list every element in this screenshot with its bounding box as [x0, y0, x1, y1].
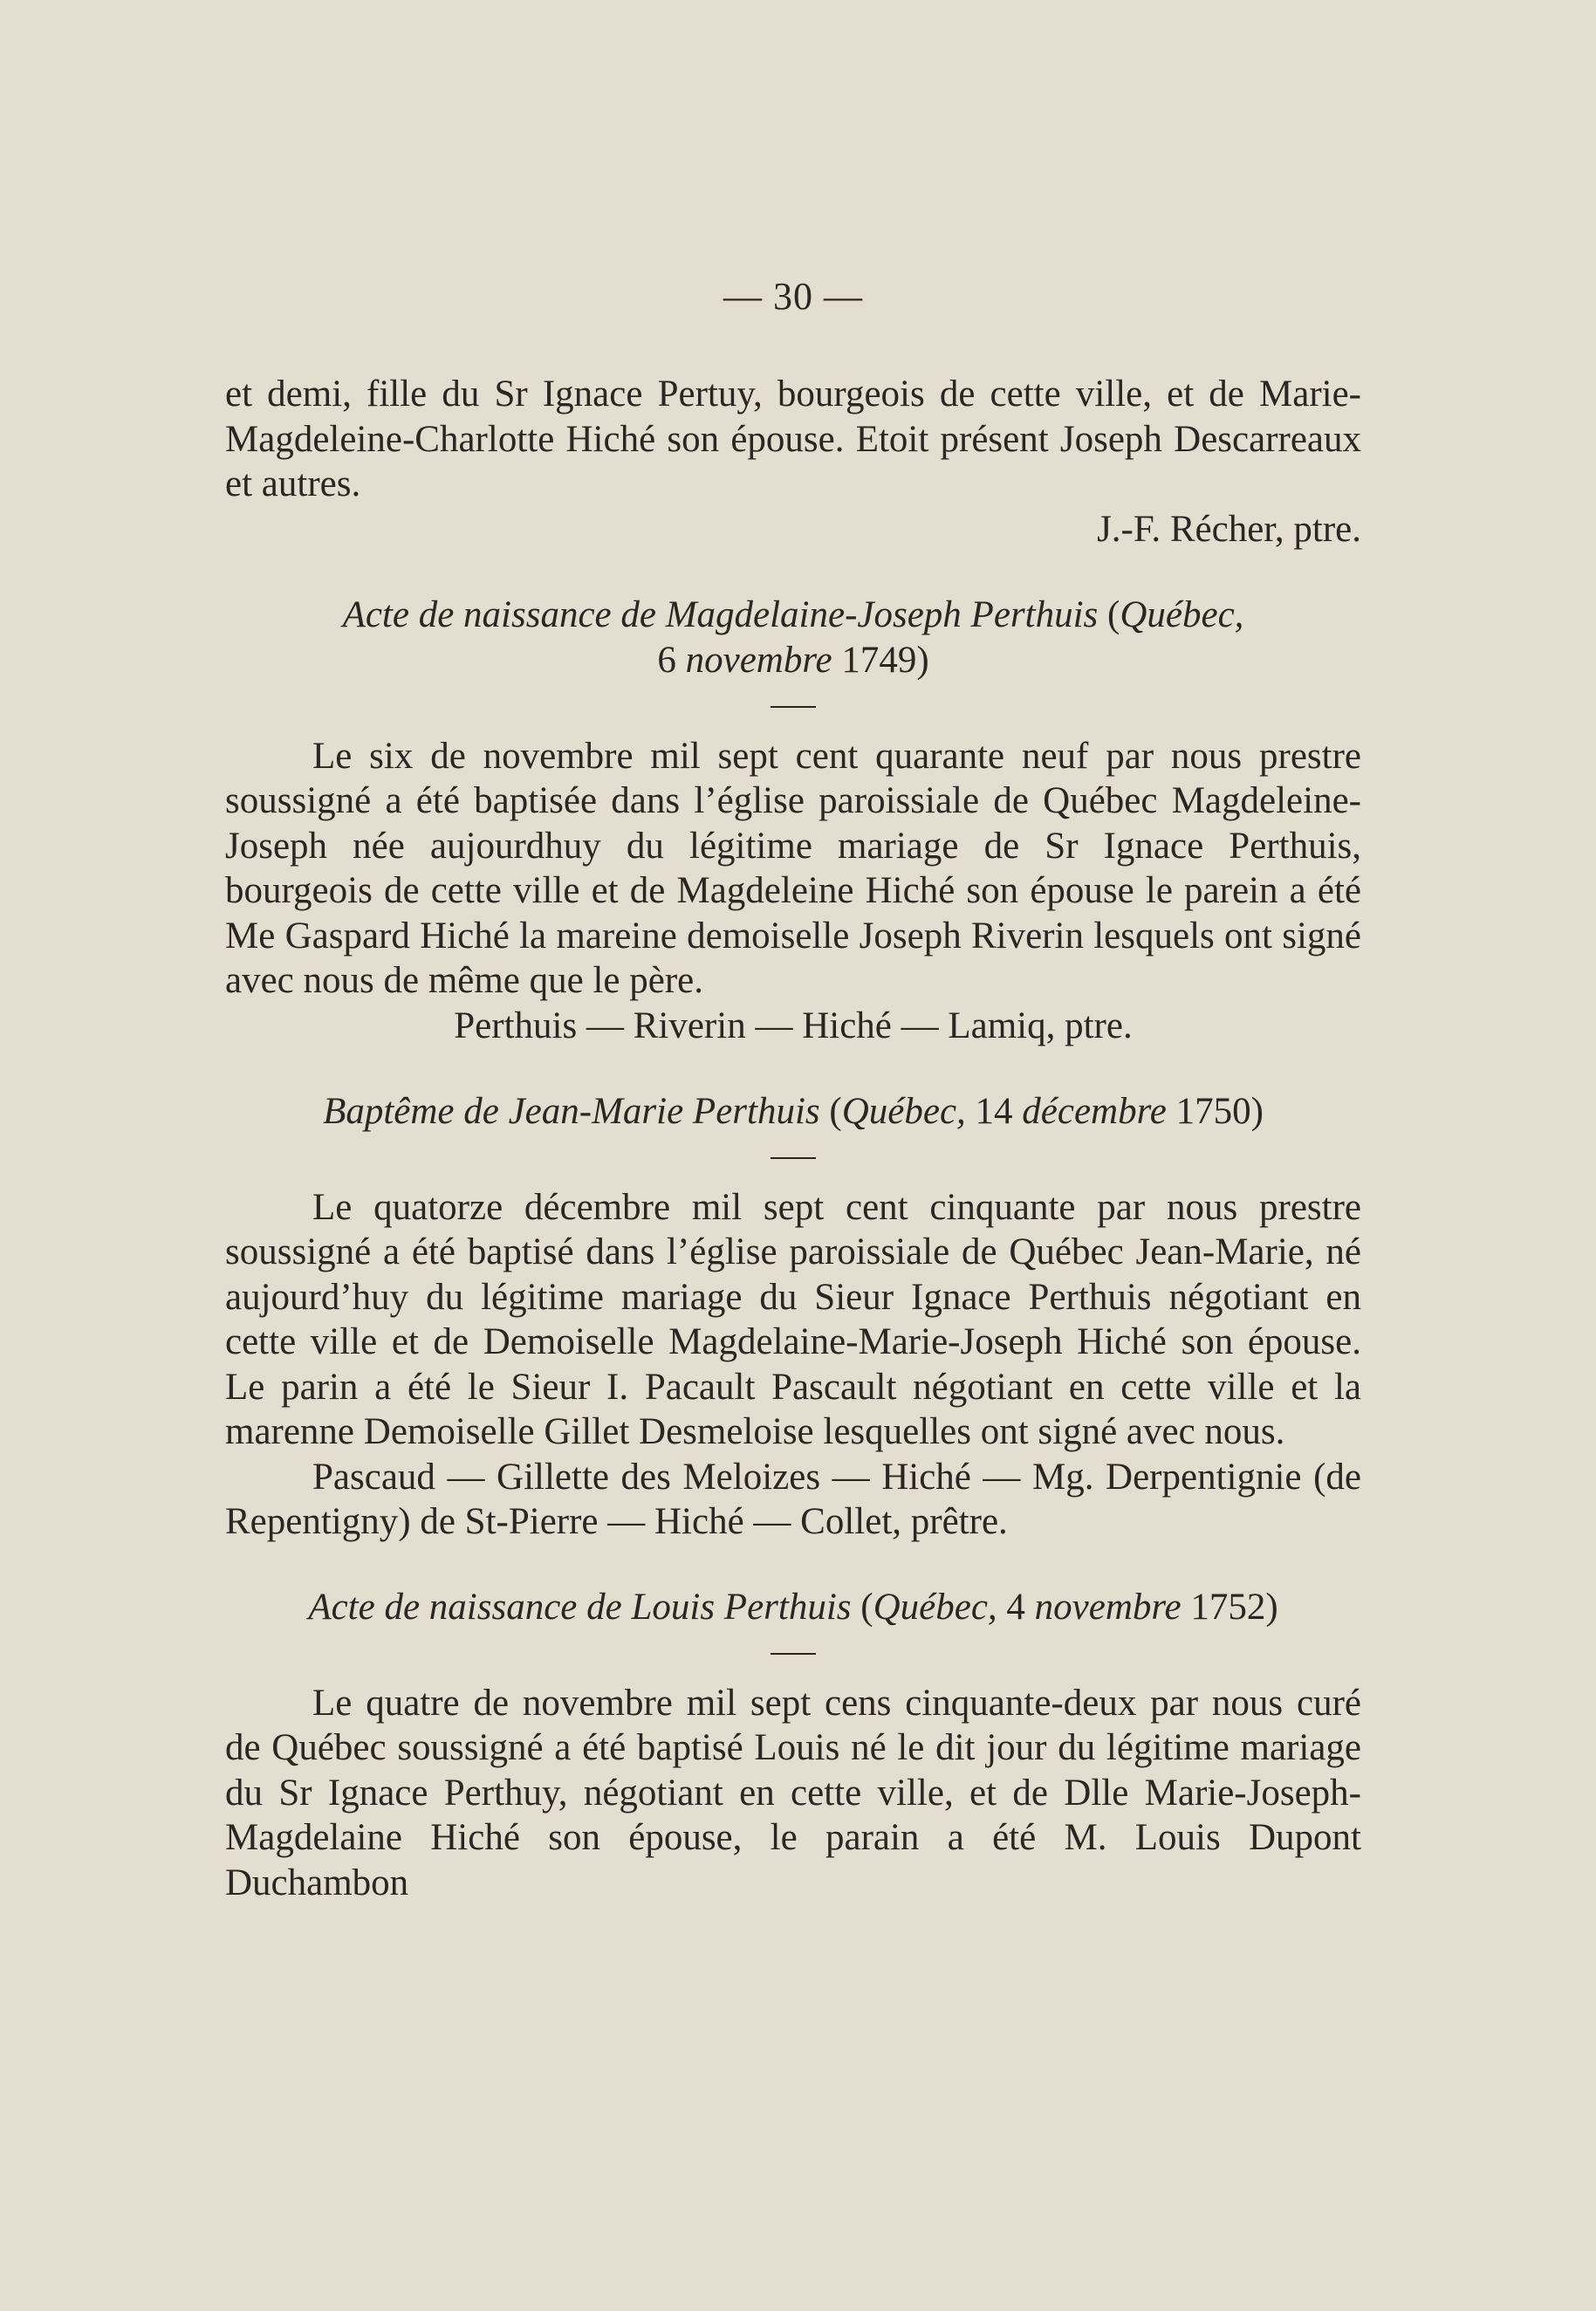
- signature-recher: J.-F. Récher, ptre.: [1097, 508, 1361, 550]
- page-number: — 30 —: [723, 275, 863, 318]
- heading-day: 4: [997, 1586, 1035, 1628]
- heading-place: Québec,: [1120, 593, 1244, 635]
- heading-jean-marie: [225, 1089, 1361, 1135]
- paragraph-acte-1749: Le six de novembre mil sept cent quarante neuf par nous prestre soussigné a été baptisée dans l’église paroissiale de Québec Magdeleine-Joseph née aujourdhuy du légitime mariage de Sr Ignace Perthuis, bourgeois de cette ville et de Magdeleine Hiché son épouse le parein a été Me Gaspard Hiché la mareine demoiselle Joseph Riverin lesquels ont signé avec nous de même que le père.: [225, 735, 1361, 1001]
- heading-paren: (: [819, 1090, 842, 1132]
- paragraph-acte-1752: Le quatre de novembre mil sept cens cinquante-deux par nous curé de Québec soussigné a été baptisé Louis né le dit jour du légitime mariage du Sr Ignace Perthuy, négotiant en cette ville, et de Dlle Marie-Joseph-Magdelaine Hiché son épouse, le parain a été M. Louis Dupont Duchambon: [225, 1682, 1361, 1903]
- heading-day: 14: [965, 1090, 1023, 1132]
- heading-place: Québec,: [841, 1090, 966, 1132]
- heading-text: Acte de naissance de Louis Perthuis: [308, 1586, 852, 1628]
- heading-year: 1749): [832, 639, 929, 681]
- heading-month: décembre: [1022, 1090, 1167, 1132]
- paragraph-continuation: et demi, fille du Sr Ignace Pertuy, bourgeois de cette ville, et de Marie-Magdeleine-Charlotte Hiché son épouse. Etoit présent Joseph Descarreaux et autres.: [225, 374, 1361, 504]
- paragraph-bapteme-1750: Le quatorze décembre mil sept cent cinquante par nous prestre soussigné a été baptisé dans l’église paroissiale de Québec Jean-Marie, né aujourd’huy du légitime mariage du Sieur Ignace Perthuis négotiant en cette ville et de Demoiselle Magdelaine-Marie-Joseph Hiché son épouse. Le parin a été le Sieur I. Pacault Pascault négotiant en cette ville et la marenne Demoiselle Gillet Desmeloise lesquelles ont signé avec nous.: [225, 1186, 1361, 1452]
- section-rule: [771, 1157, 816, 1159]
- signatures-1750: Pascaud — Gillette des Meloizes — Hiché — Mg. Derpentignie (de Repentigny) de St-Pierre — Hiché — Collet, prêtre.: [225, 1456, 1361, 1542]
- section-rule: [771, 1653, 816, 1655]
- document-page: [225, 271, 1361, 2234]
- heading-place: Québec,: [873, 1586, 997, 1628]
- heading-louis: [225, 1585, 1361, 1630]
- heading-text: Baptême de Jean-Marie Perthuis: [323, 1090, 820, 1132]
- heading-day: 6: [657, 639, 686, 681]
- heading-paren: (: [1098, 593, 1120, 635]
- heading-year: 1750): [1166, 1090, 1264, 1132]
- heading-year: 1752): [1181, 1586, 1278, 1628]
- heading-text: Acte de naissance de Magdelaine-Joseph Perthuis: [342, 593, 1099, 635]
- heading-month: novembre: [685, 639, 832, 681]
- heading-magdelaine-joseph: [225, 593, 1361, 683]
- heading-paren: (: [851, 1586, 873, 1628]
- heading-month: novembre: [1034, 1586, 1182, 1628]
- section-rule: [771, 706, 816, 708]
- signatures-1749: Perthuis — Riverin — Hiché — Lamiq, ptre.: [454, 1005, 1133, 1046]
